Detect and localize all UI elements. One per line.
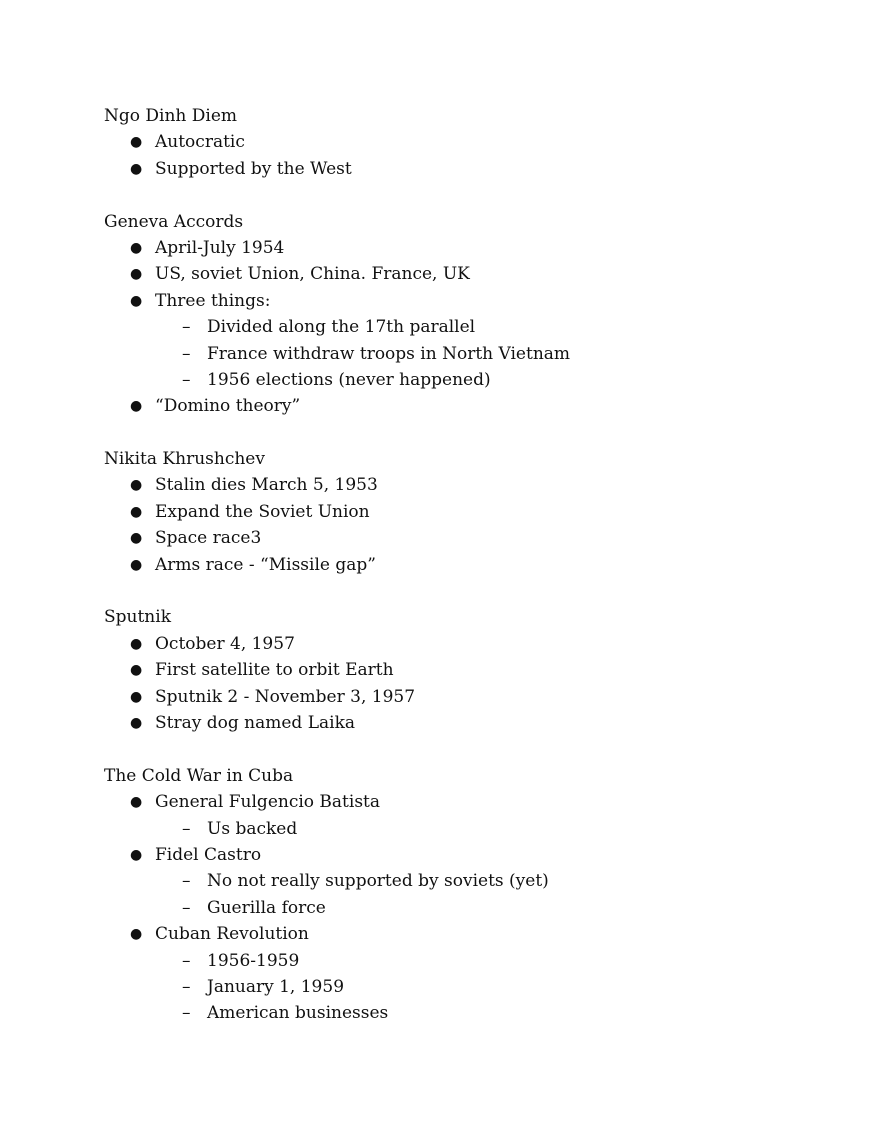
bullet-item xyxy=(104,261,804,287)
bullet-item-text: US, soviet Union, China. France, UK xyxy=(155,264,470,285)
sub-item-text: 1956-1959 xyxy=(207,950,300,971)
dash-icon: – xyxy=(182,343,191,364)
sub-item xyxy=(104,895,804,921)
bullet-item-text: General Fulgencio Batista xyxy=(155,792,381,813)
dash-icon: – xyxy=(182,871,191,892)
sub-item xyxy=(104,816,804,842)
bullet-item xyxy=(104,552,804,578)
sub-item xyxy=(104,974,804,1000)
bullet-item xyxy=(104,288,804,314)
bullet-icon: ● xyxy=(130,714,143,731)
bullet-item xyxy=(104,842,804,868)
bullet-item-text: Autocratic xyxy=(155,132,245,153)
sub-item xyxy=(104,1000,804,1026)
bullet-item-text: Three things: xyxy=(155,290,271,311)
bullet-icon: ● xyxy=(130,688,143,705)
bullet-icon: ● xyxy=(130,662,143,679)
bullet-item-text: First satellite to orbit Earth xyxy=(155,660,394,681)
dash-icon: – xyxy=(182,950,191,971)
bullet-item xyxy=(104,789,804,815)
bullet-item xyxy=(104,684,804,710)
bullet-item-text: Stalin dies March 5, 1953 xyxy=(155,475,378,496)
bullet-icon: ● xyxy=(130,503,143,520)
bullet-item-text: Sputnik 2 - November 3, 1957 xyxy=(155,686,416,707)
bullet-item-text: April-July 1954 xyxy=(155,237,285,258)
sub-item xyxy=(104,367,804,393)
sub-item xyxy=(104,948,804,974)
bullet-item-text: Fidel Castro xyxy=(155,844,262,865)
dash-icon: – xyxy=(182,976,191,997)
sub-item-text: France withdraw troops in North Vietnam xyxy=(207,343,571,364)
bullet-icon: ● xyxy=(130,794,143,811)
bullet-item xyxy=(104,156,804,182)
bullet-icon: ● xyxy=(130,846,143,863)
bullet-item xyxy=(104,235,804,261)
section-heading: Nikita Khrushchev xyxy=(104,449,265,470)
bullet-item-text: Cuban Revolution xyxy=(155,924,309,945)
section-spacer xyxy=(104,736,804,762)
bullet-item xyxy=(104,525,804,551)
sub-item xyxy=(104,868,804,894)
bullet-item xyxy=(104,129,804,155)
bullet-item-text: “Domino theory” xyxy=(155,396,301,417)
bullet-icon: ● xyxy=(130,635,143,652)
bullet-item xyxy=(104,631,804,657)
sub-item xyxy=(104,314,804,340)
section-heading: Geneva Accords xyxy=(104,211,244,232)
bullet-icon: ● xyxy=(130,926,143,943)
bullet-icon: ● xyxy=(130,160,143,177)
sub-item-text: January 1, 1959 xyxy=(207,976,345,997)
bullet-icon: ● xyxy=(130,292,143,309)
bullet-item xyxy=(104,710,804,736)
bullet-icon: ● xyxy=(130,134,143,151)
section-heading: Ngo Dinh Diem xyxy=(104,106,238,126)
dash-icon: – xyxy=(182,369,191,390)
sub-item-text: No not really supported by soviets (yet) xyxy=(207,871,549,892)
dash-icon: – xyxy=(182,897,191,918)
section-spacer xyxy=(104,578,804,604)
bullet-item-text: October 4, 1957 xyxy=(155,633,295,654)
bullet-item xyxy=(104,472,804,498)
section-spacer xyxy=(104,182,804,208)
sub-item-text: 1956 elections (never happened) xyxy=(207,369,491,390)
bullet-icon: ● xyxy=(130,398,143,415)
bullet-item xyxy=(104,499,804,525)
section-heading: The Cold War in Cuba xyxy=(104,765,294,786)
bullet-icon: ● xyxy=(130,477,143,494)
bullet-icon: ● xyxy=(130,530,143,547)
sub-item-text: Divided along the 17th parallel xyxy=(207,317,476,338)
bullet-item xyxy=(104,921,804,947)
bullet-item xyxy=(104,657,804,683)
bullet-icon: ● xyxy=(130,556,143,573)
dash-icon: – xyxy=(182,1003,191,1024)
bullet-icon: ● xyxy=(130,239,143,256)
bullet-item xyxy=(104,393,804,419)
section-spacer xyxy=(104,420,804,446)
notes-body xyxy=(104,103,804,1027)
sub-item-text: American businesses xyxy=(207,1003,389,1024)
section-heading: Sputnik xyxy=(104,607,171,628)
bullet-icon: ● xyxy=(130,266,143,283)
bullet-item-text: Space race3 xyxy=(155,528,262,549)
bullet-item-text: Arms race - “Missile gap” xyxy=(155,554,376,575)
dash-icon: – xyxy=(182,317,191,338)
bullet-item-text: Expand the Soviet Union xyxy=(155,501,370,522)
sub-item-text: Us backed xyxy=(207,818,298,839)
dash-icon: – xyxy=(182,818,191,839)
sub-item-text: Guerilla force xyxy=(207,897,326,918)
bullet-item-text: Stray dog named Laika xyxy=(155,712,355,733)
sub-item xyxy=(104,341,804,367)
bullet-item-text: Supported by the West xyxy=(155,158,352,179)
